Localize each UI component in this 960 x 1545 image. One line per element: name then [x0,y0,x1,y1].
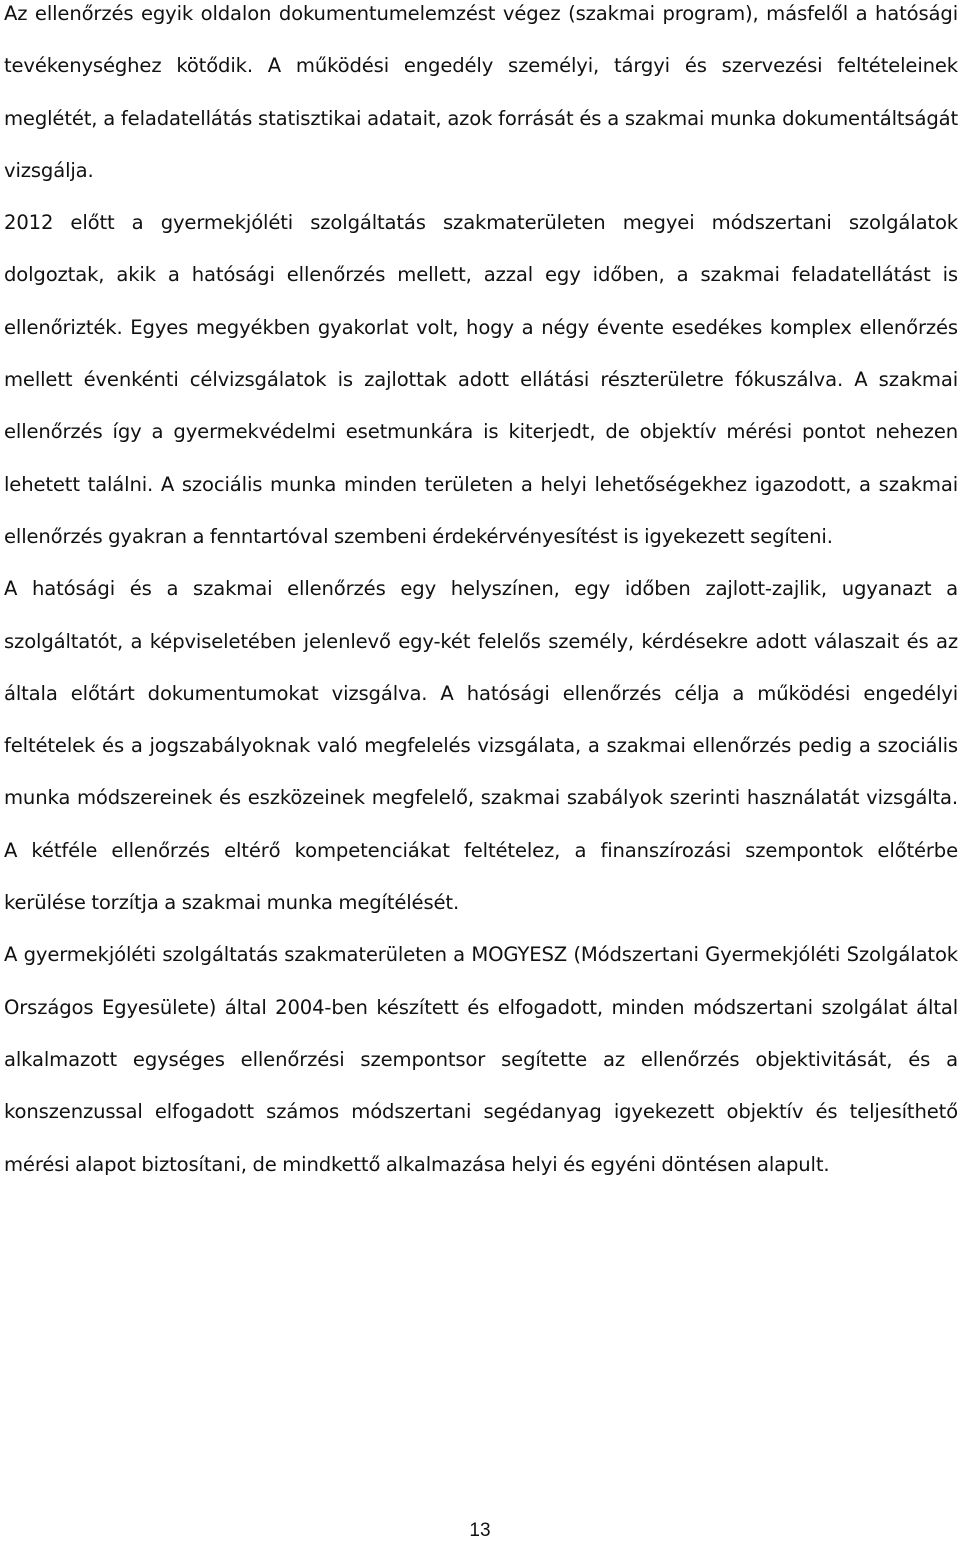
paragraph-before-2012: 2012 előtt a gyermekjóléti szolgáltatás szakmaterületen megyei módszertani szolgálatok dolgoztak, akik a hatósági ellenőrzés mellett, azzal egy időben, a szakmai feladatellátást is ellenőrizték. Egyes megyékben gyakorlat volt, hogy a négy évente esedékes komplex ellenőrzés mellett évenkénti célvizsgálatok is zajlottak adott ellátási részterületre fókuszálva. A szakmai ellenőrzés így a gyermekvédelmi esetmunkára is kiterjedt, de objektív mérési pontot nehezen lehetett találni. A szociális munka minden területen a helyi lehetőségekhez igazodott, a szakmai ellenőrzés gyakran a fenntartóval szembeni érdekérvényesítést is igyekezett segíteni. [4,211,958,548]
paragraph-authority-and-professional-control: A hatósági és a szakmai ellenőrzés egy helyszínen, egy időben zajlott-zajlik, ugyanazt a szolgáltatót, a képviseletében jelenlevő egy-két felelős személy, kérdésekre adott válaszait és az általa előtárt dokumentumokat vizsgálva. A hatósági ellenőrzés célja a működési engedélyi feltételek és a jogszabályoknak való megfelelés vizsgálata, a szakmai ellenőrzés pedig a szociális munka módszereinek és eszközeinek megfelelő, szakmai szabályok szerinti használatát vizsgálta. A kétféle ellenőrzés eltérő kompetenciákat feltételez, a finanszírozási szempontok előtérbe kerülése torzítja a szakmai munka megítélését. [4,577,958,915]
document-page [4,0,958,1191]
paragraph-intro: Az ellenőrzés egyik oldalon dokumentumelemzést végez (szakmai program), másfelől a hatósági tevékenységhez kötődik. A működési engedély személyi, tárgyi és szervezési feltételeinek meglétét, a feladatellátás statisztikai adatait, azok forrását és a szakmai munka dokumentáltságát vizsgálja. [4,2,958,182]
page-number: 13 [469,1520,491,1541]
paragraph-mogyesz: A gyermekjóléti szolgáltatás szakmaterületen a MOGYESZ (Módszertani Gyermekjóléti Szolgálatok Országos Egyesülete) által 2004-ben készített és elfogadott, minden módszertani szolgálat által alkalmazott egységes ellenőrzési szempontsor segítette az ellenőrzés objektivitását, és a konszenzussal elfogadott számos módszertani segédanyag igyekezett objektív és teljesíthető mérési alapot biztosítani, de mindkettő alkalmazása helyi és egyéni döntésen alapult. [4,943,958,1176]
